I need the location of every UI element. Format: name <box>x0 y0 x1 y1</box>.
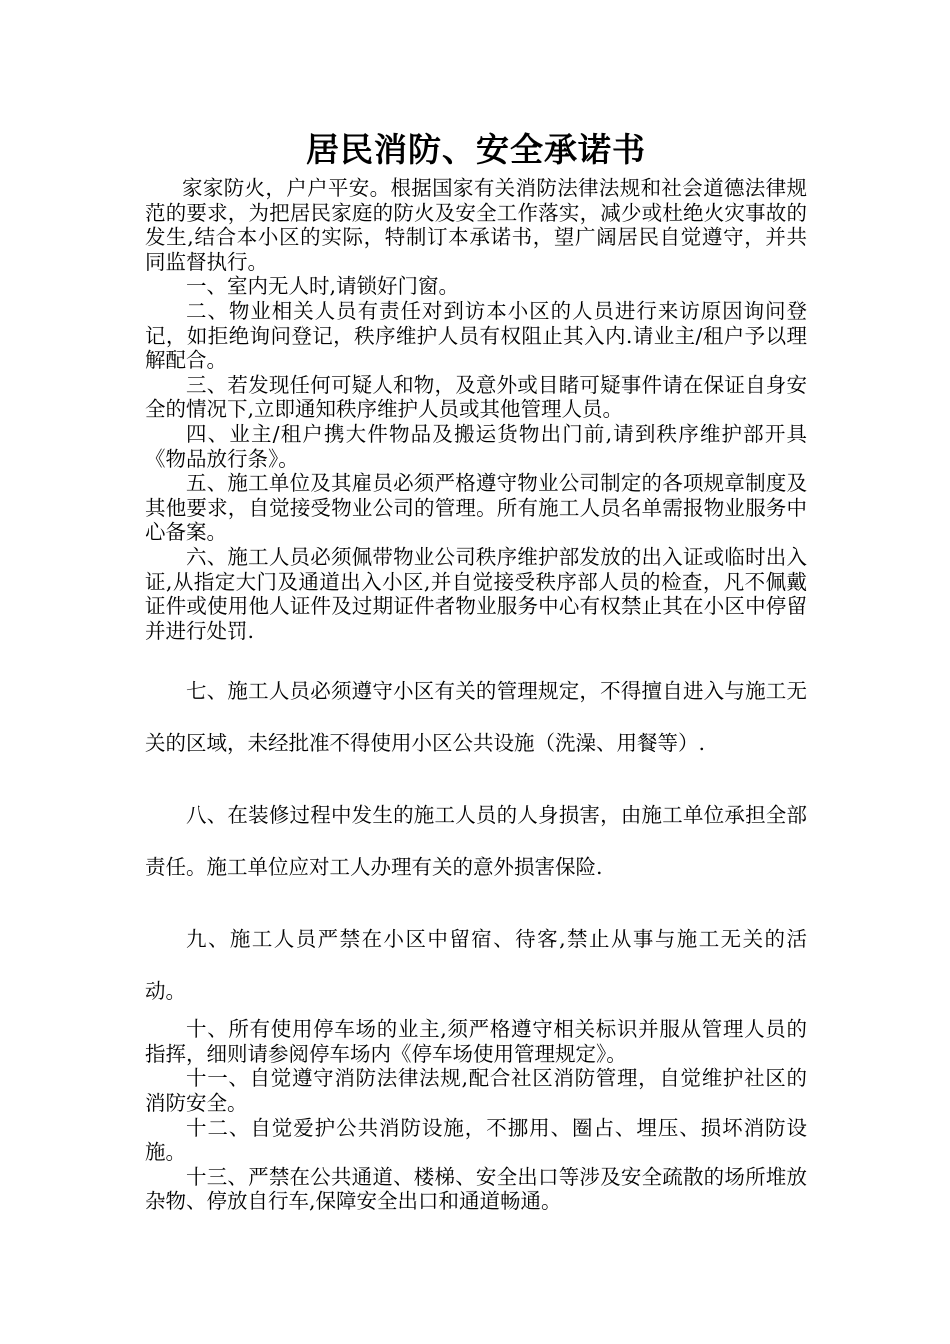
clause-13: 十三、严禁在公共通道、楼梯、安全出口等涉及安全疏散的场所堆放杂物、停放自行车,保障安全出口和通道畅通。 <box>145 1164 807 1214</box>
clause-9: 九、施工人员严禁在小区中留宿、待客,禁止从事与施工无关的活动。 <box>145 927 807 1004</box>
document-page <box>145 128 807 1214</box>
clause-11: 十一、自觉遵守消防法律法规,配合社区消防管理，自觉维护社区的消防安全。 <box>145 1066 807 1116</box>
clause-5: 五、施工单位及其雇员必须严格遵守物业公司制定的各项规章制度及其他要求，自觉接受物业公司的管理。所有施工人员名单需报物业服务中心备案。 <box>145 471 807 545</box>
clause-6: 六、施工人员必须佩带物业公司秩序维护部发放的出入证或临时出入证,从指定大门及通道出入小区,并自觉接受秩序部人员的检查，凡不佩戴证件或使用他人证件及过期证件者物业服务中心有权禁止其在小区中停留并进行处罚. <box>145 544 807 643</box>
clause-1: 一、室内无人时,请锁好门窗。 <box>186 274 460 299</box>
document-title: 居民消防、安全承诺书 <box>306 130 646 169</box>
clause-10: 十、所有使用停车场的业主,须严格遵守相关标识并服从管理人员的指挥，细则请参阅停车场内《停车场使用管理规定》。 <box>145 1017 807 1066</box>
clause-4: 四、业主/租户携大件物品及搬运货物出门前,请到秩序维护部开具《物品放行条》。 <box>145 421 807 471</box>
clause-12: 十二、自觉爱护公共消防设施，不挪用、圈占、埋压、损坏消防设施。 <box>145 1115 807 1165</box>
clause-2: 二、物业相关人员有责任对到访本小区的人员进行来访原因询问登记，如拒绝询问登记，秩序维护人员有权阻止其入内.请业主/租户予以理解配合。 <box>145 298 807 373</box>
clause-3: 三、若发现任何可疑人和物，及意外或目睹可疑事件请在保证自身安全的情况下,立即通知秩序维护人员或其他管理人员。 <box>145 372 807 422</box>
intro-paragraph: 家家防火，户户平安。根据国家有关消防法律法规和社会道德法律规范的要求，为把居民家庭的防火及安全工作落实，减少或杜绝火灾事故的发生,结合本小区的实际，特制订本承诺书，望广阔居民自觉遵守，并共同监督执行。 <box>145 176 807 274</box>
clause-7: 七、施工人员必须遵守小区有关的管理规定，不得擅自进入与施工无关的区域，未经批准不得使用小区公共设施（洗澡、用餐等）. <box>145 679 807 756</box>
clause-8: 八、在装修过程中发生的施工人员的人身损害，由施工单位承担全部责任。施工单位应对工人办理有关的意外损害保险. <box>145 803 807 880</box>
